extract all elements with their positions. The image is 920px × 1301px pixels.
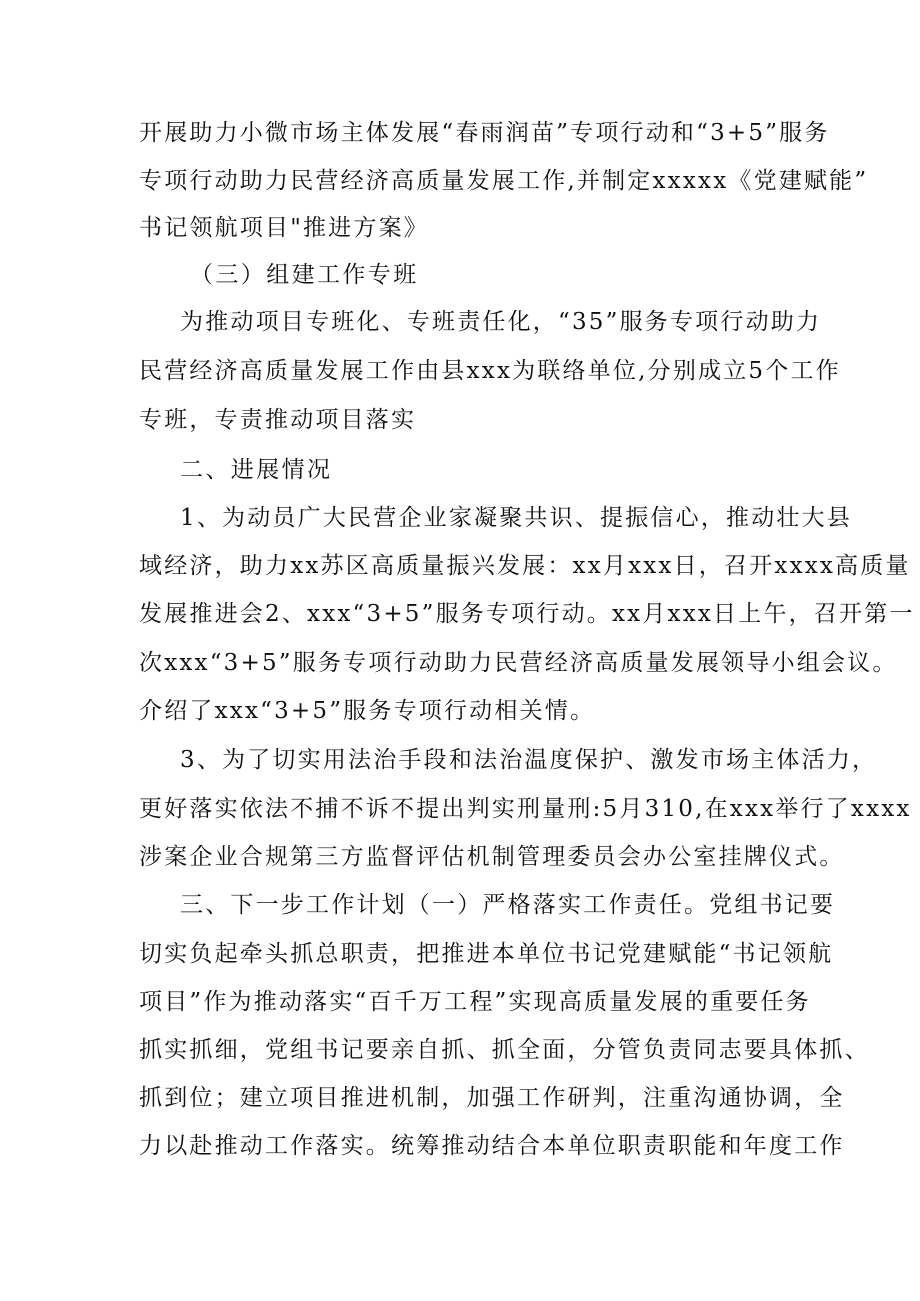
section-heading: 二、进展情况 — [180, 457, 333, 483]
paragraph-line: 域经济，助力xx苏区高质量振兴发展：xx月xxx日，召开xxxx高质量 — [139, 553, 911, 579]
paragraph-line: 3、为了切实用法治手段和法治温度保护、激发市场主体活力， — [180, 747, 878, 773]
paragraph-line: 涉案企业合规第三方监督评估机制管理委员会办公室挂牌仪式。 — [139, 844, 845, 870]
paragraph-line: 抓到位；建立项目推进机制，加强工作研判，注重沟通协调，全 — [139, 1085, 845, 1111]
section-heading: （三）组建工作专班 — [190, 262, 419, 288]
paragraph-line: 三、下一步工作计划（一）严格落实工作责任。党组书记要 — [180, 892, 836, 918]
paragraph-line: 介绍了xxx“3+5”服务专项行动相关情。 — [139, 698, 596, 724]
paragraph-line: 书记领航项目"推进方案》 — [139, 215, 429, 241]
paragraph-line: 发展推进会2、xxx“3+5”服务专项行动。xx月xxx日上午，召开第一 — [139, 601, 915, 627]
paragraph-line: 为推动项目专班化、专班责任化，“35”服务专项行动助力 — [180, 309, 822, 335]
paragraph-line: 专项行动助力民营经济高质量发展工作,并制定xxxxx《党建赋能” — [139, 168, 869, 194]
paragraph-line: 抓实抓细，党组书记要亲自抓、抓全面，分管负责同志要具体抓、 — [139, 1037, 870, 1063]
paragraph-line: 专班，专责推动项目落实 — [139, 407, 417, 433]
paragraph-line: 力以赴推动工作落实。统筹推动结合本单位职责职能和年度工作 — [139, 1133, 845, 1159]
paragraph-line: 更好落实依法不捕不诉不提出判实刑量刑:5月310,在xxx举行了xxxx — [139, 796, 912, 822]
paragraph-line: 民营经济高质量发展工作由县xxx为联络单位,分别成立5个工作 — [139, 358, 841, 384]
paragraph-line: 项目”作为推动落实“百千万工程”实现高质量发展的重要任务 — [139, 989, 811, 1015]
paragraph-line: 开展助力小微市场主体发展“春雨润苗”专项行动和“3+5”服务 — [139, 120, 830, 146]
paragraph-line: 1、为动员广大民营企业家凝聚共识、提振信心，推动壮大县 — [180, 505, 853, 531]
paragraph-line: 次xxx“3+5”服务专项行动助力民营经济高质量发展领导小组会议。 — [139, 650, 898, 676]
paragraph-line: 切实负起牵头抓总职责，把推进本单位书记党建赋能“书记领航 — [139, 941, 834, 967]
